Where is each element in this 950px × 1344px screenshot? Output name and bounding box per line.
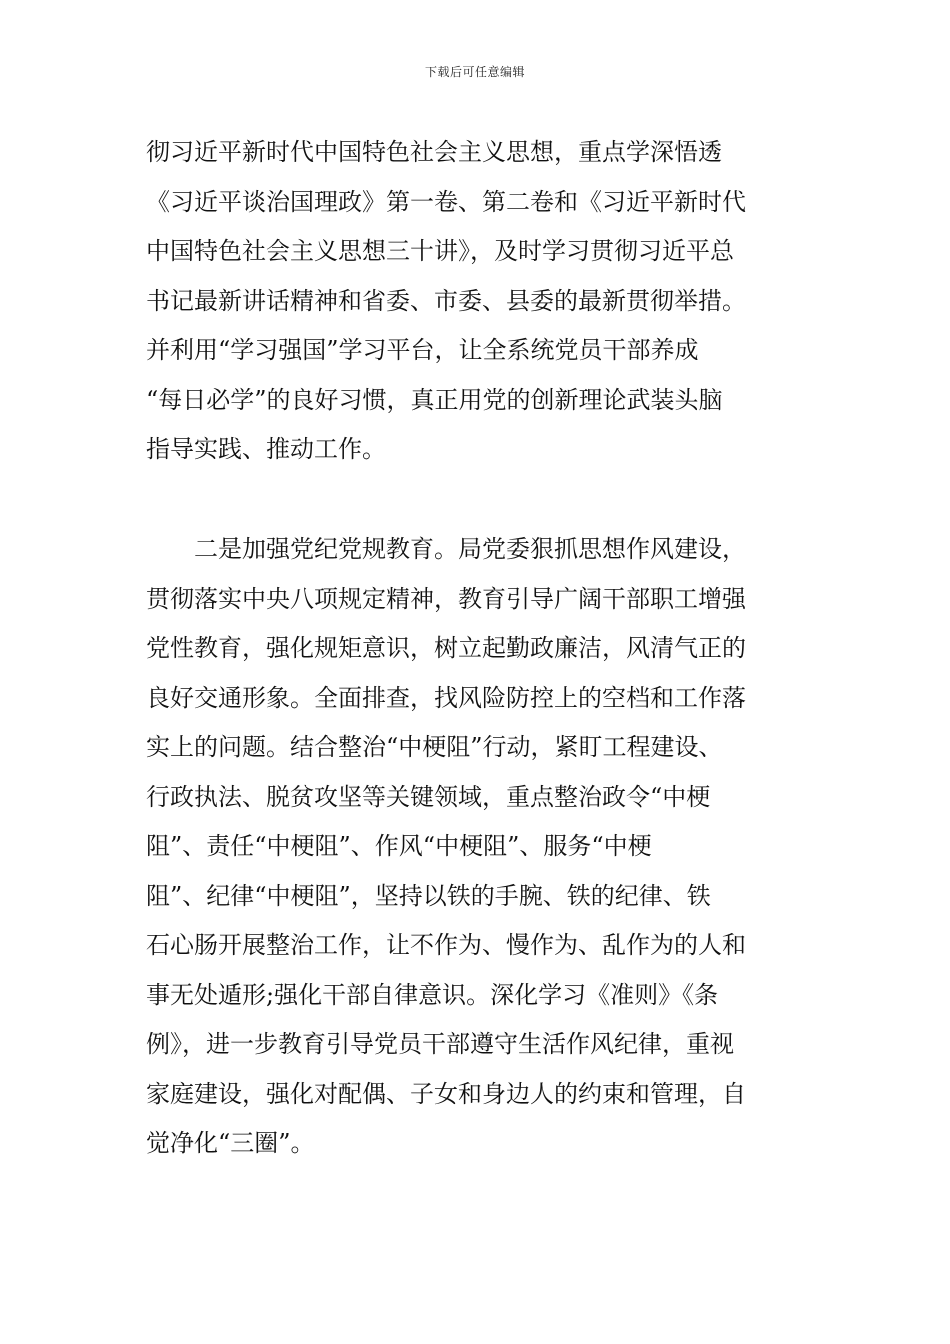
text-line: 指导实践、推动工作。: [146, 435, 386, 463]
text-line: 贯彻落实中央八项规定精神，教育引导广阔干部职工增强: [146, 584, 746, 613]
page-header: 下载后可任意编辑: [424, 65, 525, 79]
text-line: 书记最新讲话精神和省委、市委、县委的最新贯彻举措。: [146, 286, 746, 315]
text-line: 行政执法、脱贫攻坚等关键领域，重点整治政令“中梗: [146, 782, 711, 811]
text-line: 事无处遁形;强化干部自律意识。深化学习《准则》《条: [146, 980, 719, 1009]
text-line: 例》，进一步教育引导党员干部遵守生活作风纪律，重视: [146, 1030, 734, 1058]
text-line: “每日必学”的良好习惯，真正用党的创新理论武装头脑: [146, 385, 723, 414]
text-line: 良好交通形象。全面排查，找风险防控上的空档和工作落: [146, 683, 746, 712]
text-line: 二是加强党纪党规教育。局党委狠抓思想作风建设，: [146, 535, 746, 563]
text-line: 中国特色社会主义思想三十讲》，及时学习贯彻习近平总: [146, 237, 734, 265]
paragraph-2: [146, 525, 810, 1169]
paragraph-1: [146, 128, 810, 475]
text-line: 阻”、纪律“中梗阻”，坚持以铁的手腕、铁的纪律、铁: [146, 881, 711, 910]
text-line: 《习近平谈治国理政》第一卷、第二卷和《习近平新时代: [146, 187, 746, 216]
text-line: 党性教育，强化规矩意识，树立起勤政廉洁，风清气正的: [146, 634, 746, 662]
text-line: 觉净化“三圈”。: [146, 1129, 315, 1157]
text-line: 阻”、责任“中梗阻”、作风“中梗阻”、服务“中梗: [146, 832, 652, 860]
text-line: 石心肠开展整治工作，让不作为、慢作为、乱作为的人和: [146, 931, 746, 959]
text-line: 家庭建设，强化对配偶、子女和身边人的约束和管理，自: [146, 1079, 746, 1108]
text-line: 并利用“学习强国”学习平台，让全系统党员干部养成: [146, 336, 699, 364]
text-line: 彻习近平新时代中国特色社会主义思想，重点学深悟透: [146, 138, 722, 166]
text-line: 实上的问题。结合整治“中梗阻”行动，紧盯工程建设、: [146, 733, 723, 761]
